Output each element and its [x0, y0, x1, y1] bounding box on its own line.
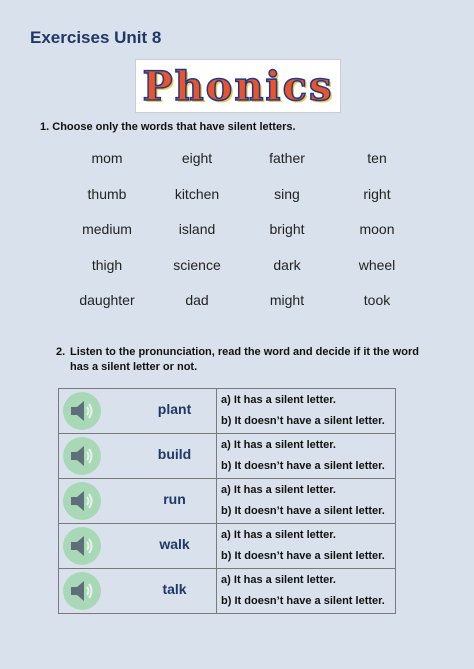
word-option[interactable]: might [269, 292, 305, 308]
word-cell [59, 389, 217, 434]
option-b[interactable]: b) It doesn’t have a silent letter. [221, 505, 385, 517]
answer-row [59, 479, 396, 524]
question-1-number: 1. [40, 121, 50, 133]
phonics-logo [135, 59, 341, 113]
word-option[interactable]: bright [269, 221, 305, 237]
word-option[interactable]: took [363, 292, 391, 308]
word-grid [62, 148, 422, 326]
answers-table [58, 388, 396, 614]
word-option[interactable]: dark [273, 256, 301, 273]
option-a[interactable]: a) It has a silent letter. [221, 529, 336, 541]
word-label: walk [159, 536, 190, 552]
speaker-icon[interactable] [63, 572, 101, 610]
word-option[interactable]: daughter [79, 292, 135, 308]
answer-row [59, 569, 396, 614]
question-1 [40, 121, 296, 133]
option-a[interactable]: a) It has a silent letter. [221, 394, 336, 406]
options-cell [217, 434, 396, 479]
option-b[interactable]: b) It doesn’t have a silent letter. [221, 460, 385, 472]
word-cell [59, 434, 217, 479]
option-b[interactable]: b) It doesn’t have a silent letter. [221, 595, 385, 607]
options-cell [217, 569, 396, 614]
word-option[interactable]: thigh [91, 256, 123, 273]
speaker-icon[interactable] [63, 482, 101, 520]
options-cell [217, 389, 396, 434]
word-option[interactable]: science [173, 256, 221, 273]
word-option[interactable]: ten [367, 150, 387, 166]
options-cell [217, 479, 396, 524]
word-option[interactable]: medium [82, 221, 132, 237]
word-option[interactable]: moon [359, 221, 395, 237]
word-option[interactable]: dad [185, 292, 209, 308]
speaker-icon[interactable] [63, 437, 101, 475]
word-label: run [163, 491, 186, 507]
option-a[interactable]: a) It has a silent letter. [221, 439, 336, 451]
option-b[interactable]: b) It doesn’t have a silent letter. [221, 415, 385, 427]
word-cell [59, 569, 217, 614]
options-cell [217, 524, 396, 569]
speaker-icon[interactable] [63, 527, 101, 565]
option-a[interactable]: a) It has a silent letter. [221, 574, 336, 586]
word-label: plant [157, 401, 192, 417]
word-option[interactable]: father [269, 150, 305, 166]
question-2-number: 2. [56, 346, 66, 358]
question-1-text: Choose only the words that have silent letters. [52, 121, 296, 133]
answer-row [59, 389, 396, 434]
word-cell [59, 524, 217, 569]
word-cell [59, 479, 217, 524]
word-option[interactable]: kitchen [174, 185, 220, 202]
option-b[interactable]: b) It doesn’t have a silent letter. [221, 550, 385, 562]
word-label: build [157, 446, 192, 462]
question-2-line-2: has a silent letter or not. [70, 361, 198, 373]
question-2-line-1: Listen to the pronunciation, read the word and decide if it the word [70, 346, 419, 358]
word-option[interactable]: eight [181, 150, 213, 166]
word-option[interactable]: thumb [87, 185, 127, 202]
question-2 [56, 345, 436, 375]
word-option[interactable]: sing [274, 185, 300, 202]
word-option[interactable]: mom [91, 150, 123, 166]
word-label: talk [162, 581, 187, 597]
speaker-icon[interactable] [63, 392, 101, 430]
answer-row [59, 524, 396, 569]
logo-text: Phonics [142, 62, 334, 110]
answer-row [59, 434, 396, 479]
word-option[interactable]: island [178, 221, 216, 237]
page-title: Exercises Unit 8 [30, 28, 162, 47]
word-option[interactable]: wheel [358, 256, 396, 273]
word-option[interactable]: right [363, 185, 391, 202]
option-a[interactable]: a) It has a silent letter. [221, 484, 336, 496]
